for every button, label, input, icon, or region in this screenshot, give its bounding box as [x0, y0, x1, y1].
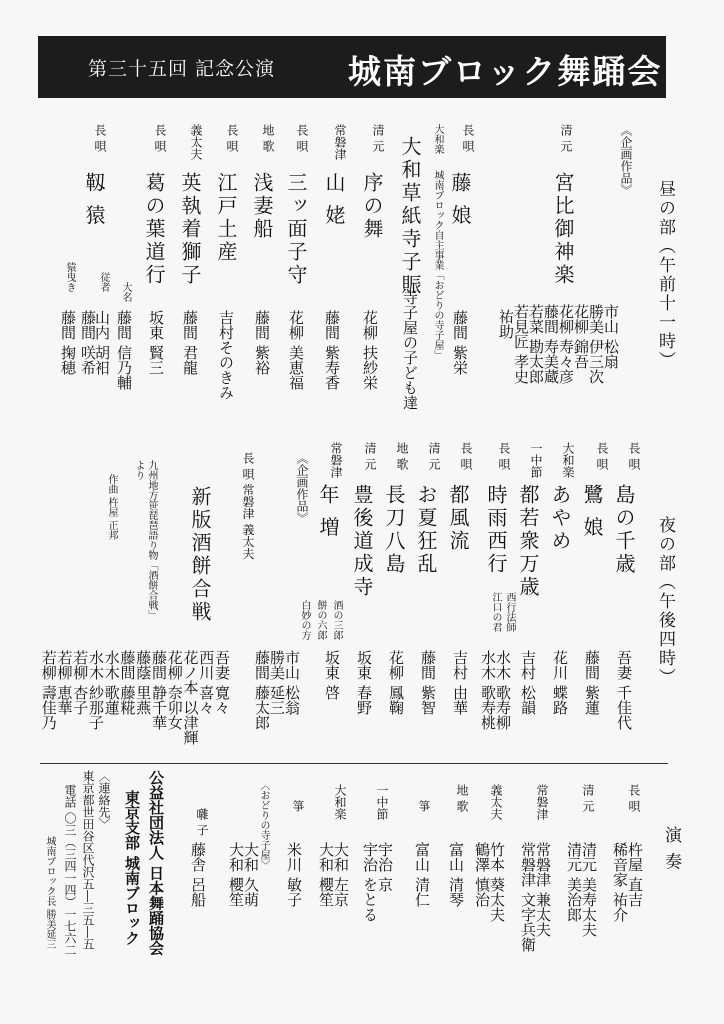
music-genre: 箏 — [417, 800, 431, 812]
header-banner — [38, 36, 666, 98]
org-line1: 公益社団法人 日本舞踊協会 — [147, 770, 165, 956]
day-performer: 藤間 信乃輔 — [115, 310, 133, 390]
day-performers: 藤間 君龍 — [181, 310, 199, 375]
night-note: 九州地方笹琵琶語り物「酒餅合戦」より — [133, 460, 157, 620]
music-names: 常磐津 兼太夫 常磐津 文字兵衛 — [519, 842, 552, 952]
org-address: 東京都世田谷区代沢五―三五―五 — [81, 770, 95, 950]
night-title: 時雨西行 — [484, 484, 508, 576]
night-composer: 作曲 杵屋 正邦 — [106, 474, 117, 541]
music-genre: 地 歌 — [455, 784, 469, 812]
day-performer: 山内 胡衵 — [93, 310, 111, 375]
day-genre: 長 唄 — [295, 124, 309, 152]
day-genre: 大和楽 — [432, 124, 443, 154]
night-genre: 長 唄 — [497, 442, 511, 470]
night-performers: 藤間 紫智 — [419, 650, 437, 715]
header-title: 城南ブロック舞踊会 — [348, 52, 663, 91]
music-names: 富山 清仁 — [413, 842, 431, 907]
org-line2: 東京支部 城南ブロック — [123, 790, 141, 946]
day-title: 英執着獅子 — [178, 172, 202, 287]
org-leader: 城南ブロック長 勝美延三 — [44, 836, 55, 950]
day-title: 序の舞 — [360, 172, 384, 241]
day-performers: 藤間 紫栄 — [451, 310, 469, 375]
music-names: 宇治 京 宇治 をとる — [361, 842, 394, 922]
night-roles: 酒の三郎 餅の六郎 白妙の方 — [299, 600, 342, 640]
day-genre: 長 唄 — [153, 124, 167, 152]
night-performers: 吉村 由華 — [451, 650, 469, 715]
night-title: 鷺 娘 — [580, 484, 604, 540]
day-performers: 花柳 扶紗栄 — [361, 310, 379, 390]
night-title: 年 増 — [316, 484, 340, 540]
day-note: 城南ブロック自主事業「おどりの寺子屋」 — [432, 170, 443, 360]
divider — [40, 763, 668, 764]
music-genre: 一中節 — [375, 784, 389, 820]
night-performers: 市山 松翁 勝美 延三 藤間 藤太郎 — [253, 650, 301, 730]
day-genre: 清 元 — [559, 124, 573, 152]
day-genre: 常磐津 — [333, 124, 347, 160]
music-genre: 清 元 — [581, 784, 595, 812]
music-names: 大和 久萌 大和 櫻笙 — [227, 842, 260, 907]
day-title: 三ッ面子守 — [284, 172, 308, 287]
night-genre: 長 唄 — [627, 442, 641, 470]
night-title: 島の千歳 — [612, 484, 636, 576]
night-performers: 藤間 紫蓮 — [583, 650, 601, 715]
day-title: 大和草紙寺子賑 — [398, 136, 422, 297]
night-performers: 花柳 鳳鞠 — [387, 650, 405, 715]
day-title: 宮比御神楽 — [551, 172, 575, 287]
day-title: 靱 猿 — [82, 172, 106, 228]
night-title: 新版酒餅合戦 — [188, 486, 212, 624]
night-section-title: 夜の部（午後四時） — [655, 516, 675, 687]
day-genre: 長 唄 — [225, 124, 239, 152]
night-performers: 吾妻 千佳代 — [615, 650, 633, 730]
day-title: 浅妻船 — [250, 172, 274, 241]
music-genre: 長 唄 — [627, 784, 641, 812]
day-performers: 坂東 賢三 — [147, 310, 165, 375]
day-note: 寺子屋の子ども達 — [401, 290, 419, 410]
night-title: 都若衆万歳 — [516, 484, 540, 599]
music-genre: 囃 子 — [195, 808, 209, 836]
music-names: 大和 左京 大和 櫻笙 — [317, 842, 350, 907]
day-genre: 長 唄 — [461, 124, 475, 152]
music-genre: 〈おどりの寺子屋〉 — [258, 780, 269, 870]
day-performers: 藤間 紫裕 — [253, 310, 271, 375]
night-performers: 花川 蝶路 — [551, 650, 569, 715]
org-contact: 〈連絡先〉 — [97, 770, 111, 830]
night-genre: 長 唄 常磐津 義太夫 — [241, 452, 255, 560]
day-title: 藤 娘 — [448, 172, 472, 228]
night-genre: 清 元 — [363, 442, 377, 470]
night-genre: 清 元 — [427, 442, 441, 470]
day-performer: 藤間 掬穂 — [59, 310, 77, 375]
night-plan-label: 《企画作品》 — [295, 452, 309, 524]
music-genre: 大和楽 — [333, 784, 347, 820]
day-genre: 地 歌 — [261, 124, 275, 152]
night-genre: 常磐津 — [329, 442, 343, 478]
day-performers: 市山 松扇 勝美 伊三次 花柳 錦吾 花柳 寿々彦 藤間 寿美蔵 若菜 勘太郎 若見匠 孝史 祐助 — [497, 304, 620, 384]
night-genre: 長 唄 — [459, 442, 473, 470]
day-title: 江戸土産 — [214, 172, 238, 264]
music-genre: 義太夫 — [489, 784, 503, 820]
day-performers: 花柳 美恵福 — [287, 310, 305, 390]
night-genre: 大和楽 — [561, 442, 575, 478]
night-roles: 西行法師 江口の君 — [490, 592, 515, 632]
header-subtitle: 第三十五回 記念公演 — [88, 58, 276, 80]
day-genre: 長 唄 — [93, 124, 107, 152]
day-role: 従者 — [98, 272, 109, 292]
night-performers: 坂東 春野 — [355, 650, 373, 715]
day-genre: 義太夫 — [189, 124, 203, 160]
night-performers: 吉村 松韻 — [519, 650, 537, 715]
music-names: 杵屋 直吉 稀音家 祐介 — [611, 842, 644, 922]
night-genre: 一中節 — [529, 442, 543, 478]
night-title: 都風流 — [446, 484, 470, 553]
music-genre: 箏 — [291, 800, 305, 812]
night-genre: 長 唄 — [595, 442, 609, 470]
day-role: 猿曳き — [64, 262, 75, 292]
night-performers: 吾妻 寛々 西川 喜々 花ノ本 以津輝 花柳 奈卯女 藤間 静千華 藤蔭 里燕 藤間 藤糀 水木 歌蓮 水木 紗那子 若柳 杏子 若柳 恵華 若柳 壽佳乃 — [39, 650, 231, 745]
day-genre: 清 元 — [371, 124, 385, 152]
music-names: 竹本 葵太夫 鶴澤 慎治 — [473, 842, 506, 922]
music-genre: 常磐津 — [535, 784, 549, 820]
night-performers: 坂東 啓 — [323, 650, 341, 700]
day-performer: 藤間 咲希 — [79, 310, 97, 375]
day-title: 葛の葉道行 — [142, 172, 166, 287]
day-performers: 吉村そのきみ — [217, 310, 235, 400]
day-performers: 藤間 紫寿香 — [323, 310, 341, 390]
night-title: 豊後道成寺 — [350, 484, 374, 599]
day-title: 山 姥 — [322, 172, 346, 228]
day-role: 大名 — [120, 282, 131, 302]
music-names: 藤舎 呂船 — [189, 842, 207, 907]
day-section-title: 昼の部（午前十一時） — [655, 180, 675, 370]
music-names: 米川 敏子 — [285, 842, 303, 907]
music-names: 富山 清琴 — [447, 842, 465, 907]
night-genre: 地 歌 — [395, 442, 409, 470]
night-title: お夏狂乱 — [414, 484, 438, 576]
music-title: 演 奏 — [661, 826, 681, 872]
night-performers: 水木 歌寿柳 水木 歌寿桃 — [479, 650, 512, 730]
night-title: あやめ — [548, 484, 572, 553]
org-phone: 電話 〇三（三四一四）一七六二 — [63, 784, 77, 956]
night-title: 長刀八島 — [382, 484, 406, 576]
day-plan-label: 《企画作品》 — [619, 124, 633, 196]
music-names: 清元 美寿太夫 清元 美治郎 — [565, 842, 598, 937]
